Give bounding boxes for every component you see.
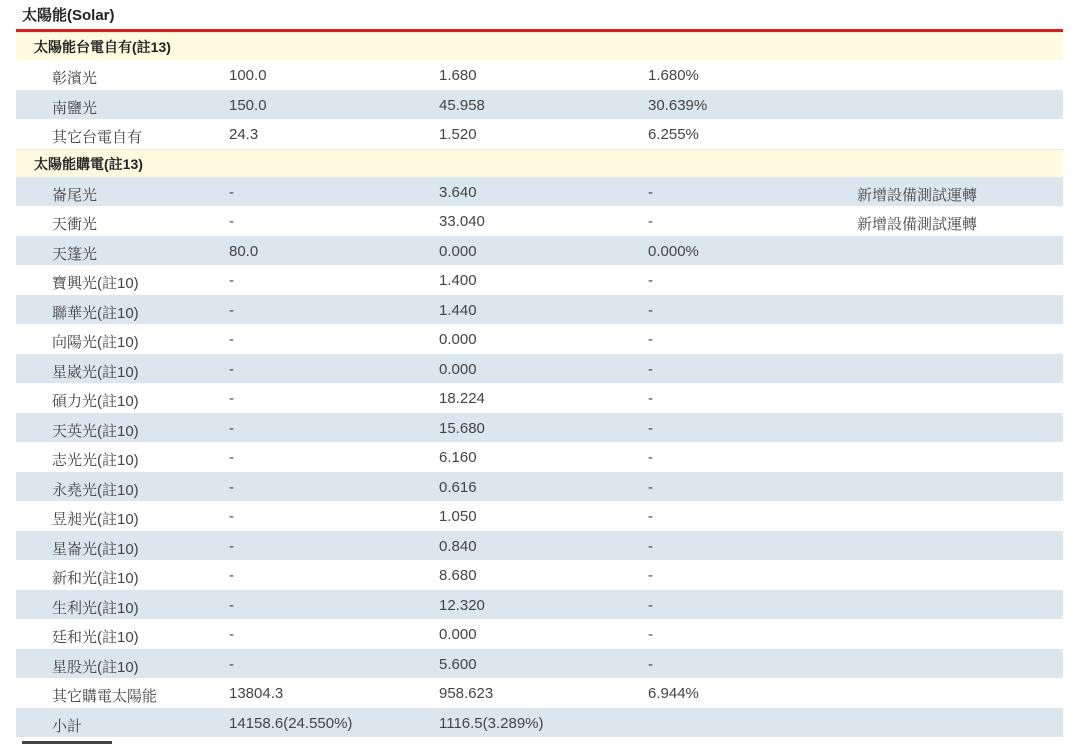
- plant-name-cell: 彰濱光: [52, 70, 98, 87]
- note-cell: 新增設備測試運轉: [857, 216, 978, 233]
- capacity-cell: 13804.3: [229, 685, 284, 702]
- capacity-cell: -: [229, 419, 234, 437]
- generation-cell: 1116.5(3.289%): [439, 714, 544, 732]
- capacity-cell: -: [229, 213, 234, 230]
- capacity-cell: 14158.6(24.550%): [229, 714, 353, 732]
- ratio-cell: -: [648, 213, 653, 230]
- capacity-cell: -: [229, 449, 234, 466]
- plant-name-cell: 天篷光: [52, 245, 98, 263]
- generation-cell: 0.000: [439, 626, 477, 643]
- generation-cell: 5.600: [439, 655, 477, 673]
- table-row: [16, 531, 1063, 561]
- ratio-cell: 30.639%: [648, 96, 708, 114]
- capacity-cell: -: [229, 508, 234, 525]
- plant-name-cell: 天英光(註10): [52, 422, 139, 440]
- ratio-cell: 1.680%: [648, 67, 699, 84]
- generation-cell: 6.160: [439, 449, 477, 466]
- plant-name-cell: 向陽光(註10): [52, 334, 139, 351]
- capacity-cell: -: [229, 301, 234, 319]
- table-row: [16, 708, 1063, 738]
- plant-name-cell: 小計: [52, 717, 83, 735]
- generation-cell: 33.040: [439, 213, 485, 230]
- table-row: [16, 560, 1063, 590]
- capacity-cell: -: [229, 183, 234, 201]
- table-row: [16, 324, 1063, 354]
- plant-name-cell: 廷和光(註10): [52, 629, 139, 646]
- generation-cell: 0.000: [439, 242, 477, 260]
- group-header: 太陽能台電自有(註13): [16, 32, 1063, 60]
- capacity-cell: -: [229, 331, 234, 348]
- capacity-cell: -: [229, 478, 234, 496]
- table-row: [16, 590, 1063, 620]
- table-row: [16, 413, 1063, 443]
- generation-cell: 12.320: [439, 596, 485, 614]
- ratio-cell: -: [648, 331, 653, 348]
- generation-cell: 3.640: [439, 183, 477, 201]
- capacity-cell: 24.3: [229, 126, 259, 143]
- ratio-cell: -: [648, 537, 653, 555]
- next-section-cut: [22, 737, 322, 744]
- plant-name-cell: 其它台電自有: [52, 129, 143, 146]
- generation-cell: 1.520: [439, 126, 477, 143]
- generation-cell: 958.623: [439, 685, 494, 702]
- capacity-cell: -: [229, 567, 234, 584]
- capacity-cell: -: [229, 655, 234, 673]
- ratio-cell: -: [648, 272, 653, 289]
- table-row: [16, 619, 1063, 649]
- capacity-cell: 100.0: [229, 67, 267, 84]
- ratio-cell: -: [648, 183, 653, 201]
- ratio-cell: -: [648, 390, 653, 407]
- plant-name-cell: 生利光(註10): [52, 599, 139, 617]
- table-row: [16, 295, 1063, 325]
- ratio-cell: -: [648, 449, 653, 466]
- plant-name-cell: 星崙光(註10): [52, 540, 139, 558]
- table-row: [16, 177, 1063, 207]
- note-cell: 新增設備測試運轉: [857, 186, 978, 204]
- ratio-cell: -: [648, 626, 653, 643]
- ratio-cell: 6.255%: [648, 126, 699, 143]
- table-row: [16, 236, 1063, 266]
- plant-name-cell: 碩力光(註10): [52, 393, 139, 410]
- generation-cell: 8.680: [439, 567, 477, 584]
- section-title: 太陽能(Solar): [22, 7, 115, 24]
- generation-cell: 1.440: [439, 301, 477, 319]
- solar-table: [16, 32, 1063, 737]
- ratio-cell: -: [648, 508, 653, 525]
- generation-cell: 0.616: [439, 478, 477, 496]
- group-header: 太陽能購電(註13): [16, 149, 1063, 177]
- generation-cell: 15.680: [439, 419, 485, 437]
- plant-name-cell: 聯華光(註10): [52, 304, 139, 322]
- generation-cell: 0.000: [439, 331, 477, 348]
- capacity-cell: -: [229, 272, 234, 289]
- ratio-cell: -: [648, 655, 653, 673]
- plant-name-cell: 星崴光(註10): [52, 363, 139, 381]
- table-row: [16, 206, 1063, 236]
- generation-cell: 18.224: [439, 390, 485, 407]
- ratio-cell: 0.000%: [648, 242, 699, 260]
- capacity-cell: -: [229, 626, 234, 643]
- table-row: [16, 265, 1063, 295]
- plant-name-cell: 其它購電太陽能: [52, 688, 158, 705]
- capacity-cell: 150.0: [229, 96, 267, 114]
- table-row: [16, 678, 1063, 708]
- generation-cell: 45.958: [439, 96, 485, 114]
- table-row: [16, 354, 1063, 384]
- ratio-cell: 6.944%: [648, 685, 699, 702]
- plant-name-cell: 星股光(註10): [52, 658, 139, 676]
- ratio-cell: -: [648, 419, 653, 437]
- plant-name-cell: 新和光(註10): [52, 570, 139, 587]
- table-row: [16, 501, 1063, 531]
- ratio-cell: -: [648, 567, 653, 584]
- plant-name-cell: 崙尾光: [52, 186, 98, 204]
- capacity-cell: -: [229, 537, 234, 555]
- capacity-cell: 80.0: [229, 242, 259, 260]
- ratio-cell: -: [648, 360, 653, 378]
- capacity-cell: -: [229, 596, 234, 614]
- generation-cell: 1.400: [439, 272, 477, 289]
- generation-cell: 1.050: [439, 508, 477, 525]
- table-row: [16, 472, 1063, 502]
- generation-cell: 0.000: [439, 360, 477, 378]
- plant-name-cell: 南鹽光: [52, 99, 98, 117]
- generation-cell: 1.680: [439, 67, 477, 84]
- plant-name-cell: 天衝光: [52, 216, 98, 233]
- plant-name-cell: 寶興光(註10): [52, 275, 139, 292]
- table-row: [16, 383, 1063, 413]
- capacity-cell: -: [229, 390, 234, 407]
- generation-cell: 0.840: [439, 537, 477, 555]
- table-row: [16, 60, 1063, 90]
- ratio-cell: -: [648, 301, 653, 319]
- table-row: [16, 90, 1063, 120]
- capacity-cell: -: [229, 360, 234, 378]
- ratio-cell: -: [648, 596, 653, 614]
- plant-name-cell: 昱昶光(註10): [52, 511, 139, 528]
- table-row: [16, 442, 1063, 472]
- table-row: [16, 119, 1063, 149]
- plant-name-cell: 志光光(註10): [52, 452, 139, 469]
- ratio-cell: -: [648, 478, 653, 496]
- table-row: [16, 649, 1063, 679]
- plant-name-cell: 永堯光(註10): [52, 481, 139, 499]
